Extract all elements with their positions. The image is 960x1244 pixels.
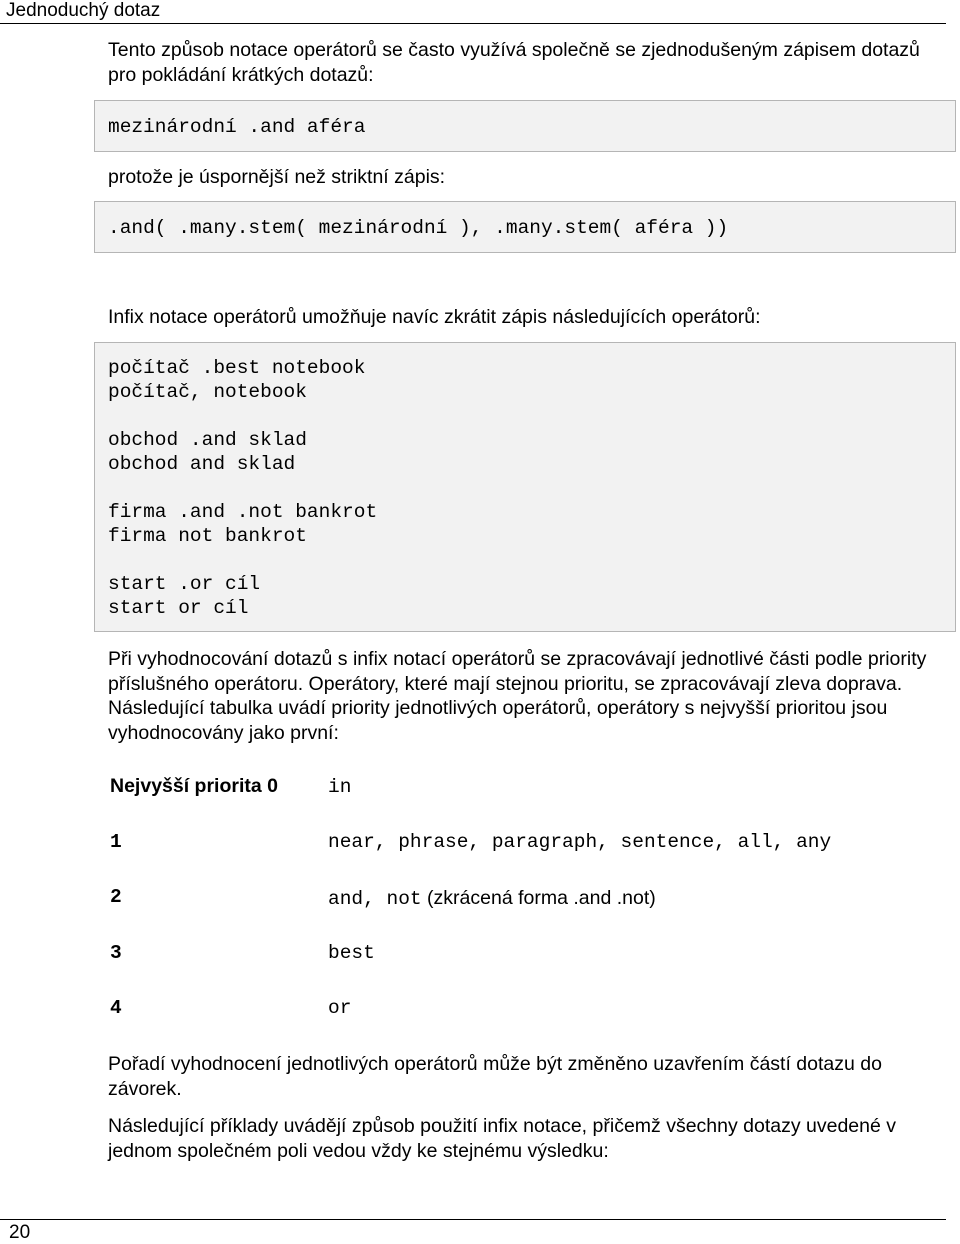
header-divider [0, 23, 946, 24]
priority-level: 4 [110, 997, 122, 1019]
priority-note: (zkrácená forma .and .not) [427, 887, 656, 909]
order-paragraph: Pořadí vyhodnocení jednotlivých operátorů může být změněno uzavřením částí dotazu do závorek. [108, 1053, 882, 1100]
priority-ops: near, phrase, paragraph, sentence, all, any [328, 831, 832, 853]
code-line: .and( .many.stem( mezinárodní ), .many.stem( aféra )) [108, 217, 729, 239]
priority-header-label: Nejvyšší priorita 0 [110, 775, 278, 797]
evaluation-paragraph: Při vyhodnocování dotazů s infix notací operátorů se zpracovávají jednotlivé části podle priority příslušného operátoru. Operátory, které mají stejnou prioritu, se zpracovávají zleva doprava. Následující tabulka uvádí priority jednotlivých operátorů, operátory s nejvyšší prioritou jsou vyhodnocovány jako první: [108, 648, 927, 744]
running-header-title: Jednoduchý dotaz [6, 0, 161, 21]
page-number: 20 [9, 1222, 31, 1243]
code-box-short-form [94, 100, 956, 152]
code-line-infix: firma .and .not bankrot [108, 501, 378, 523]
priority-ops: and, not [328, 888, 422, 910]
priority-ops: or [328, 997, 352, 1019]
priority-level: 2 [110, 886, 122, 908]
priority-header-ops: in [328, 776, 352, 798]
code-line-simple: start or cíl [108, 597, 249, 619]
code-line-simple: počítač, notebook [108, 381, 307, 403]
code-line-infix: obchod .and sklad [108, 429, 307, 451]
priority-ops-row [328, 886, 656, 911]
code-box-strict-form [94, 201, 956, 253]
priority-level: 1 [110, 831, 122, 853]
priority-level: 3 [110, 942, 122, 964]
footer-divider [0, 1219, 946, 1220]
comparison-paragraph: protože je úspornější než striktní zápis: [108, 166, 446, 188]
intro-paragraph: Tento způsob notace operátorů se často využívá společně se zjednodušeným zápisem dotazů pro pokládání krátkých dotazů: [108, 39, 920, 86]
code-line-simple: obchod and sklad [108, 453, 296, 475]
code-line-simple: firma not bankrot [108, 525, 307, 547]
code-line-infix: start .or cíl [108, 573, 261, 595]
examples-paragraph: Následující příklady uvádějí způsob použití infix notace, přičemž všechny dotazy uvedené v jednom společném poli vedou vždy ke stejnému výsledku: [108, 1115, 897, 1162]
infix-intro-paragraph: Infix notace operátorů umožňuje navíc zkrátit zápis následujících operátorů: [108, 306, 761, 328]
code-box-infix-examples [94, 342, 956, 632]
code-line-infix: počítač .best notebook [108, 357, 366, 379]
code-line: mezinárodní .and aféra [108, 116, 366, 138]
priority-ops: best [328, 942, 375, 964]
